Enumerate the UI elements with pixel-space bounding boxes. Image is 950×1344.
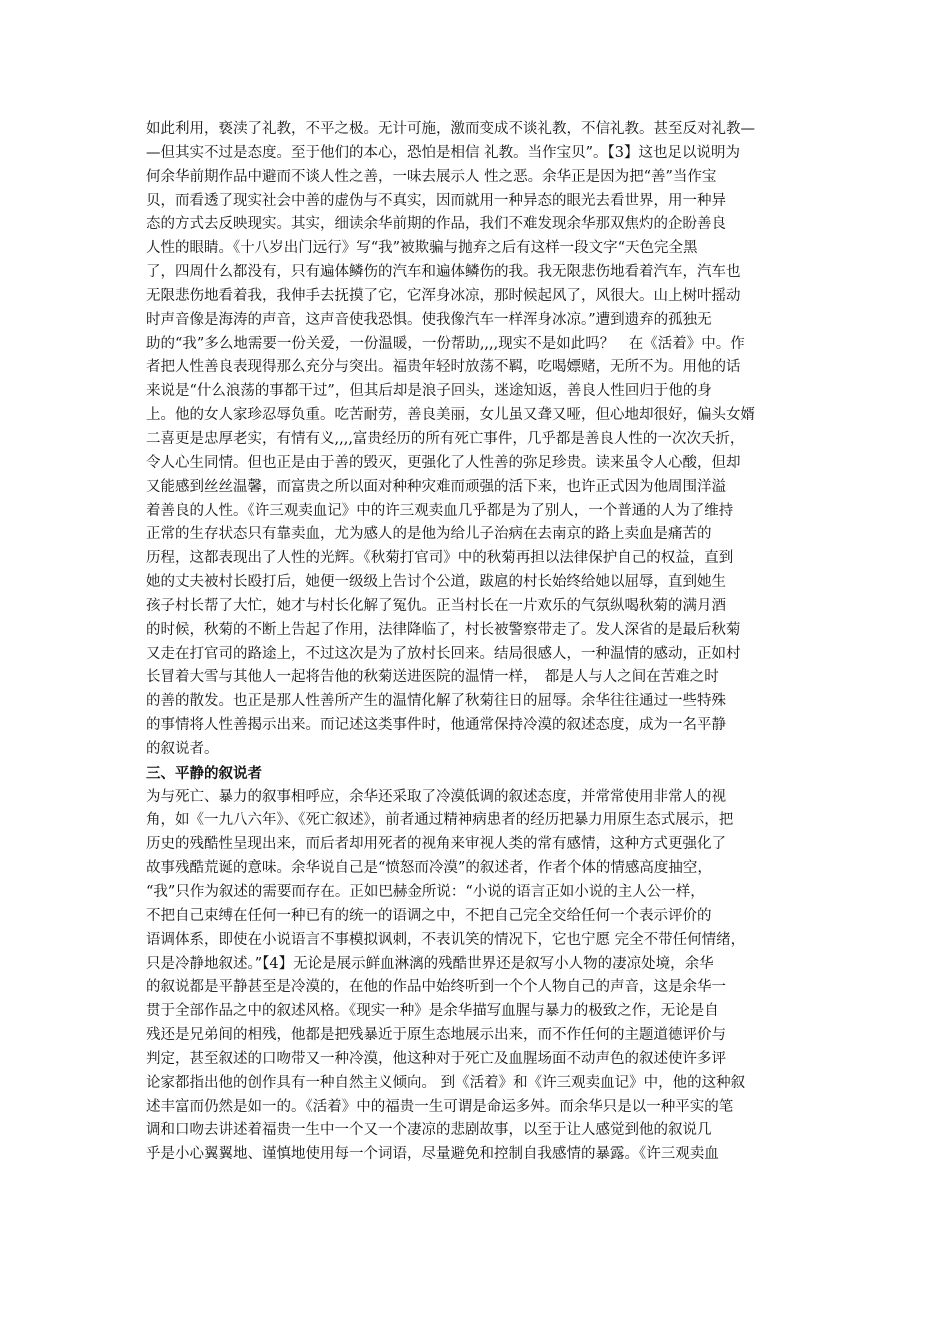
text-line: 历程，这都表现出了人性的光辉。《秋菊打官司》中的秋菊再担以法律保护自己的权益，直到	[146, 550, 734, 567]
text-line: 的事情将人性善揭示出来。而记述这类事件时，他通常保持冷漠的叙述态度，成为一名平静	[146, 717, 726, 734]
text-line: 为与死亡、暴力的叙事相呼应，余华还采取了冷漠低调的叙述态度，并常常使用非常人的视	[146, 788, 726, 805]
text-line: 历史的残酷性呈现出来，而后者却用死者的视角来审视人类的常有感情，这种方式更强化了	[146, 836, 726, 853]
text-line: 的善的散发。也正是那人性善所产生的温情化解了秋菊往日的屈辱。余华往往通过一些特殊	[146, 693, 726, 710]
text-line: 如此利用，亵渎了礼教，不平之极。无计可施，激而变成不谈礼教，不信礼教。甚至反对礼教—	[146, 121, 755, 137]
text-line: 乎是小心翼翼地、谨慎地使用每一个词语，尽量避免和控制自我感情的暴露。《许三观卖血	[146, 1146, 719, 1163]
text-line: 语调体系，即使在小说语言不事模拟讽刺，不表讥笑的情况下，它也宁愿 完全不带任何情绪，	[146, 931, 746, 948]
text-line: 了，四周什么都没有，只有遍体鳞伤的汽车和遍体鳞伤的我。我无限悲伤地看着汽车，汽车也	[146, 264, 741, 281]
text-line: 贯于全部作品之中的叙述风格。《现实一种》是余华描写血腥与暴力的极致之作，无论是自	[146, 1003, 719, 1020]
text-line: 上。他的女人家珍忍辱负重。吃苦耐劳，善良美丽，女儿虽又聋又哑，但心地却很好，偏头女婿	[146, 407, 755, 424]
text-line: 故事残酷荒诞的意味。余华说自己是“愤怒而冷漠”的叙述者，作者个体的情感高度抽空，	[146, 860, 712, 877]
text-line: 残还是兄弟间的相残，他都是把残暴近于原生态地展示出来，而不作任何的主题道德评价与	[146, 1027, 726, 1044]
text-line: 者把人性善良表现得那么充分与突出。福贵年轻时放荡不羁，吃喝嫖赌，无所不为。用他的话	[146, 359, 741, 376]
text-line: “我”只作为叙述的需要而存在。正如巴赫金所说：“小说的语言正如小说的主人公一样，	[146, 884, 705, 900]
text-line: 的叙说者。	[146, 740, 219, 757]
text-line: 论家都指出他的创作具有一种自然主义倾向。 到《活着》和《许三观卖血记》中，他的这种叙	[146, 1074, 746, 1091]
text-line: 的时候，秋菊的不断上告起了作用，法律降临了，村长被警察带走了。发人深省的是最后秋菊	[146, 621, 741, 638]
text-line: 的叙说都是平静甚至是冷漠的，在他的作品中始终听到一个个人物自己的声音，这是余华一	[146, 979, 726, 996]
document-body	[146, 118, 810, 1167]
text-line: 述丰富而仍然是如一的。《活着》中的福贵一生可谓是命运多舛。而余华只是以一种平实的笔	[146, 1098, 734, 1115]
text-line: 二喜更是忠厚老实，有情有义,,,,富贵经历的所有死亡事件，几乎都是善良人性的一次次夭折，	[146, 430, 745, 447]
text-line: 何余华前期作品中避而不谈人性之善，一味去展示人 性之恶。余华正是因为把“善”当作宝	[146, 168, 717, 185]
text-line: 时声音像是海涛的声音，这声音使我恐惧。使我像汽车一样浑身冰凉。”遭到遗弃的孤独无	[146, 311, 712, 328]
text-line: 态的方式去反映现实。其实，细读余华前期的作品，我们不难发现余华那双焦灼的企盼善良	[146, 216, 726, 233]
text-line: 又能感到丝丝温馨，而富贵之所以面对种种灾难而顽强的活下来，也许正式因为他周围洋溢	[146, 478, 726, 495]
text-line: 令人心生同情。但也正是由于善的毁灭，更强化了人性善的弥足珍贵。读来虽令人心酸，但却	[146, 454, 741, 471]
text-line: 不把自己束缚在任何一种已有的统一的语调之中，不把自己完全交给任何一个表示评价的	[146, 907, 712, 924]
text-line: 正常的生存状态只有靠卖血，尤为感人的是他为给儿子治病在去南京的路上卖血是痛苦的	[146, 526, 712, 543]
section-heading: 三、平静的叙说者	[146, 764, 262, 782]
text-line: 她的丈夫被村长殴打后，她便一级级上告讨个公道，跋扈的村长始终给她以屈辱，直到她生	[146, 574, 726, 591]
text-line: 又走在打官司的路途上，不过这次是为了放村长回来。结局很感人，一种温情的感动，正如村	[146, 645, 741, 662]
text-line: 着善良的人性。《许三观卖血记》中的许三观卖血几乎都是为了别人，一个普通的人为了维持	[146, 502, 734, 519]
text-line: 只是冷静地叙述。”【4】无论是展示鲜血淋漓的残酷世界还是叙写小人物的凄凉处境，余华	[146, 955, 714, 972]
text-line: 角，如《一九八六年》、《死亡叙述》，前者通过精神病患者的经历把暴力用原生态式展示，把	[146, 812, 734, 829]
text-line: 来说是“什么浪荡的事都干过”，但其后却是浪子回头，迷途知返，善良人性回归于他的身	[146, 383, 712, 400]
text-line: 判定，甚至叙述的口吻带又一种冷漠，他这种对于死亡及血腥场面不动声色的叙述使许多评	[146, 1050, 726, 1067]
text-line: 长冒着大雪与其他人一起将告他的秋菊送进医院的温情一样， 都是人与人之间在苦难之时	[146, 669, 719, 686]
text-line: 助的“我”多么地需要一份关爱，一份温暖，一份帮助,,,,现实不是如此吗？ 在《活着》中。作	[146, 335, 745, 352]
text-line: 无限悲伤地看着我，我伸手去抚摸了它，它浑身冰凉，那时候起风了，风很大。山上树叶摇动	[146, 287, 741, 304]
text-line: 调和口吻去讲述着福贵一生中一个又一个凄凉的悲剧故事，以至于让人感觉到他的叙说几	[146, 1122, 712, 1139]
text-line: 贝，而看透了现实社会中善的虚伪与不真实，因而就用一种异态的眼光去看世界，用一种异	[146, 192, 726, 209]
text-line: 人性的眼睛。《十八岁出门远行》写“我”被欺骗与抛弃之后有这样一段文字“天色完全黑	[146, 240, 698, 257]
text-line: 孩子村长帮了大忙，她才与村长化解了冤仇。正当村长在一片欢乐的气氛纵喝秋菊的满月酒	[146, 597, 726, 614]
text-line: —但其实不过是态度。至于他们的本心，恐怕是相信 礼教。当作宝贝”。【3】这也足以说明为	[146, 144, 740, 161]
